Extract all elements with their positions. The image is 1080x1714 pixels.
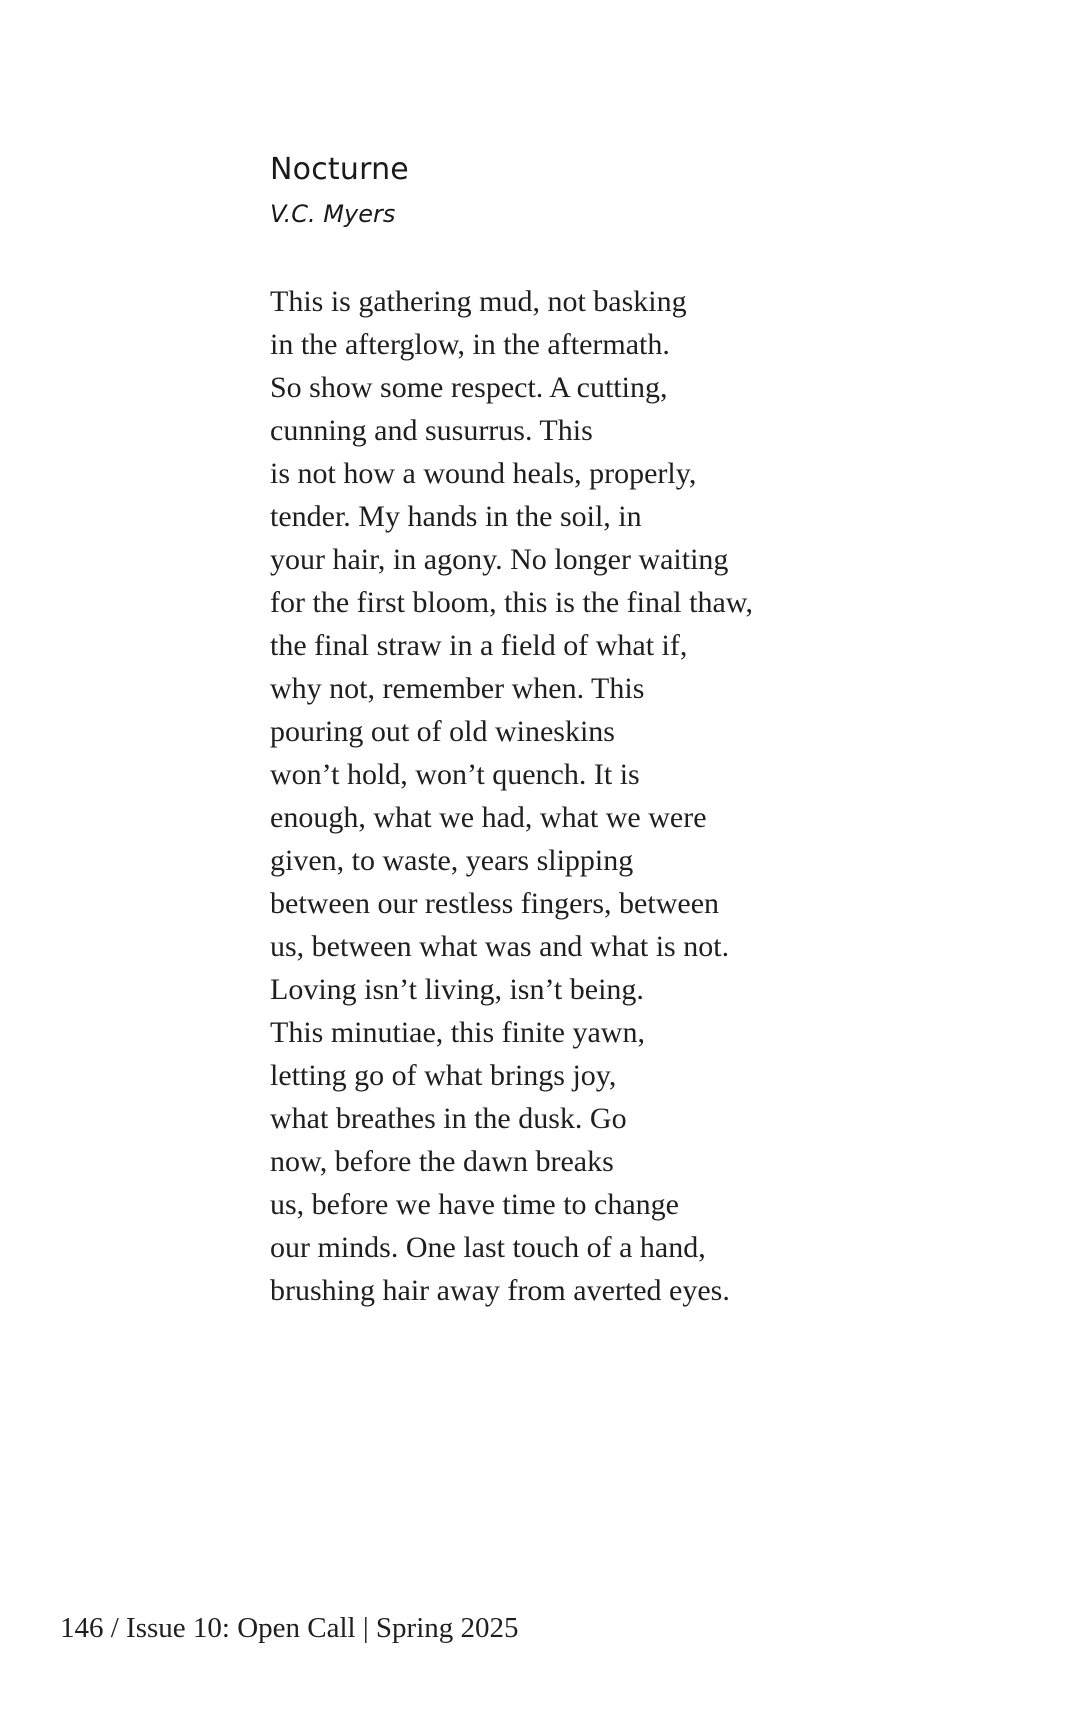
poem-line: enough, what we had, what we were <box>270 801 707 834</box>
poem-line: This minutiae, this finite yawn, <box>270 1016 645 1049</box>
poem-line: letting go of what brings joy, <box>270 1059 617 1092</box>
poem-line: what breathes in the dusk. Go <box>270 1102 627 1135</box>
poem-line: So show some respect. A cutting, <box>270 371 668 404</box>
poem-body <box>270 280 753 1312</box>
poem-line: is not how a wound heals, properly, <box>270 457 697 490</box>
poem-line: for the first bloom, this is the final thaw, <box>270 586 753 619</box>
poem-line: pouring out of old wineskins <box>270 715 615 748</box>
poem-author: V.C. Myers <box>270 200 396 228</box>
page-footer: 146 / Issue 10: Open Call | Spring 2025 <box>60 1612 519 1644</box>
poem-line: us, between what was and what is not. <box>270 930 730 963</box>
poem-line: given, to waste, years slipping <box>270 844 634 877</box>
poem-line: our minds. One last touch of a hand, <box>270 1231 706 1264</box>
poem-line: brushing hair away from averted eyes. <box>270 1274 730 1307</box>
poem-line: why not, remember when. This <box>270 672 645 705</box>
poem-line: This is gathering mud, not basking <box>270 285 687 318</box>
poem-title: Nocturne <box>270 152 409 187</box>
poem-line: tender. My hands in the soil, in <box>270 500 642 533</box>
poem-line: now, before the dawn breaks <box>270 1145 614 1178</box>
poem-line: in the afterglow, in the aftermath. <box>270 328 670 361</box>
poem-line: Loving isn’t living, isn’t being. <box>270 973 644 1006</box>
poem-line: the final straw in a field of what if, <box>270 629 688 662</box>
poem-line: between our restless fingers, between <box>270 887 720 920</box>
poem-line: us, before we have time to change <box>270 1188 679 1221</box>
poem-line: your hair, in agony. No longer waiting <box>270 543 729 576</box>
poem-line: won’t hold, won’t quench. It is <box>270 758 640 791</box>
poem-line: cunning and susurrus. This <box>270 414 593 447</box>
